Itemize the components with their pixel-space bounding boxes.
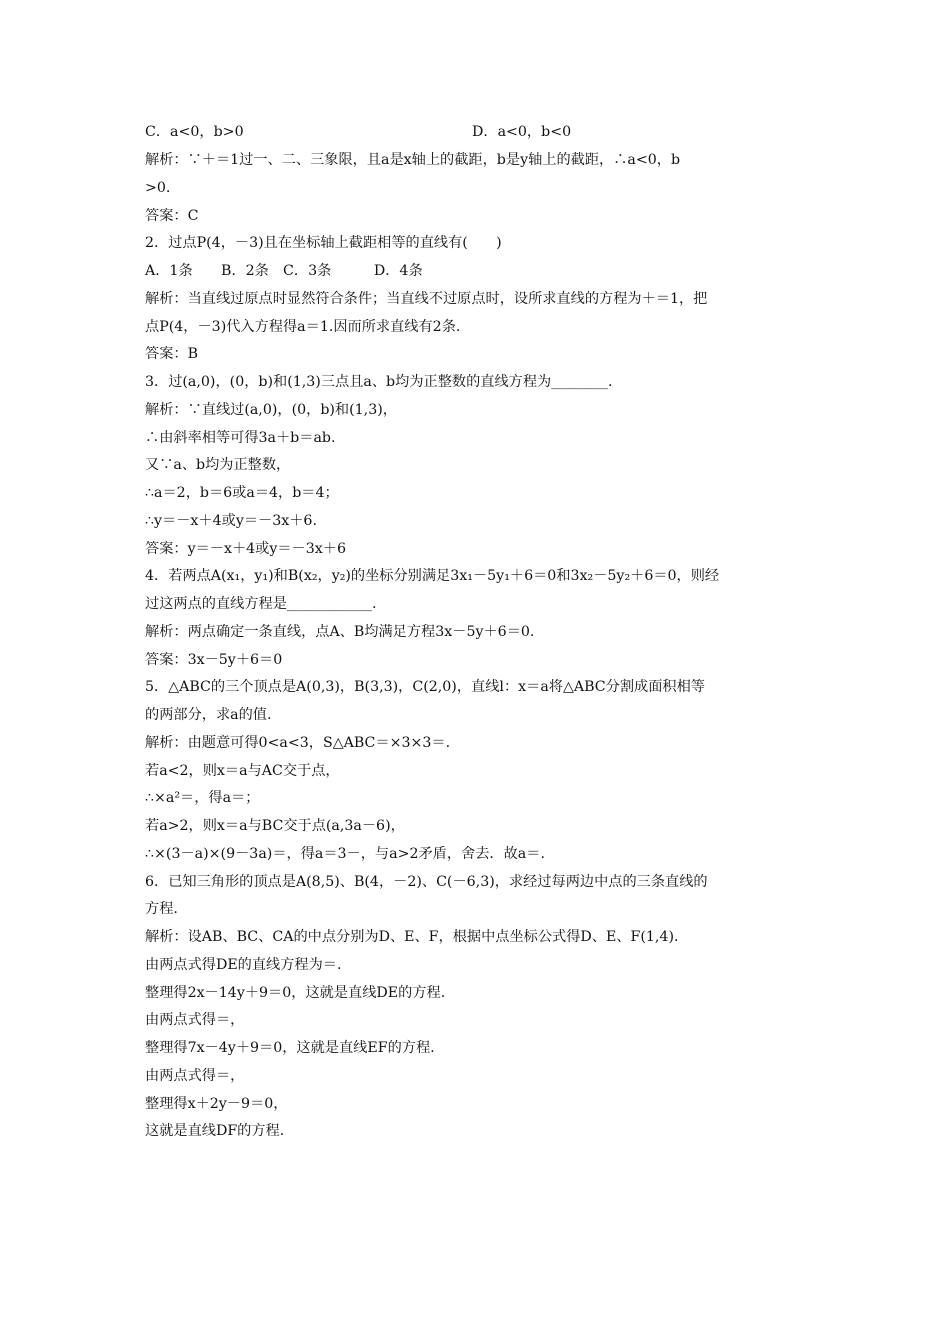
text-line: 若a<2，则x＝a与AC交于点， [145,763,340,779]
text-line: 6．已知三角形的顶点是A(8,5)、B(4，－2)、C(－6,3)，求经过每两边中点的三条直线的 [145,874,708,890]
text-line: ∴×(3－a)×(9－3a)＝，得a＝3－，与a>2矛盾，舍去．故a＝. [145,846,545,862]
text-line: 答案：3x－5y＋6＝0 [145,652,283,668]
text-line: C．a<0，b>0 [145,124,244,140]
option-d: D．a<0，b<0 [472,124,572,140]
text-line: 答案：B [145,346,198,362]
text-line: 解析：∵＋＝1过一、二、三象限，且a是x轴上的截距，b是y轴上的截距，∴a<0，b [145,152,681,168]
text-line: 若a>2，则x＝a与BC交于点(a,3a－6)， [145,818,405,834]
text-line: 这就是直线DF的方程. [145,1123,285,1139]
text-line: 整理得2x－14y＋9＝0，这就是直线DE的方程. [145,985,446,1001]
text-line: 解析：两点确定一条直线，点A、B均满足方程3x－5y＋6＝0. [145,624,535,640]
text-line: A．1条 B．2条 C．3条 D．4条 [145,263,423,279]
text-line: 的两部分，求a的值. [145,707,272,723]
text-line: 解析：∵直线过(a,0)，(0，b)和(1,3)， [145,402,397,418]
text-line: ∴a＝2，b＝6或a＝4，b＝4； [145,485,339,501]
text-line: 4．若两点A(x₁，y₁)和B(x₂，y₂)的坐标分别满足3x₁－5y₁＋6＝0和3x₂－5y₂＋6＝0，则经 [145,568,720,584]
text-line: 方程. [145,901,178,917]
text-line: ∴由斜率相等可得3a＋b＝ab. [145,430,336,446]
text-line: 解析：当直线过原点时显然符合条件；当直线不过原点时，设所求直线的方程为＋＝1，把 [145,291,708,307]
text-line: 整理得x＋2y－9＝0， [145,1096,288,1112]
text-line: >0. [145,180,171,196]
text-line: 答案：y＝－x＋4或y＝－3x＋6 [145,541,346,557]
text-line: 3．过(a,0)，(0，b)和(1,3)三点且a、b均为正整数的直线方程为________. [145,374,613,390]
text-line: ∴y＝－x＋4或y＝－3x＋6. [145,513,317,529]
text-line: ∴×a²＝，得a＝； [145,790,260,806]
text-line: 由两点式得＝， [145,1068,245,1084]
text-line: 解析：设AB、BC、CA的中点分别为D、E、F，根据中点坐标公式得D、E、F(1,4). [145,929,679,945]
text-line: 2．过点P(4，－3)且在坐标轴上截距相等的直线有( ) [145,235,502,251]
text-line: 点P(4，－3)代入方程得a＝1.因而所求直线有2条. [145,319,461,335]
text-line: 过这两点的直线方程是____________. [145,596,377,612]
text-line: 由两点式得＝， [145,1012,245,1028]
text-line: 又∵a、b均为正整数， [145,457,291,473]
text-line: 5．△ABC的三个顶点是A(0,3)，B(3,3)，C(2,0)，直线l：x＝a将△ABC分割成面积相等 [145,679,705,695]
text-line: 答案：C [145,208,199,224]
text-line: 由两点式得DE的直线方程为＝. [145,957,342,973]
text-line: 整理得7x－4y＋9＝0，这就是直线EF的方程. [145,1040,435,1056]
text-line: 解析：由题意可得0<a<3，S△ABC＝×3×3＝. [145,735,451,751]
